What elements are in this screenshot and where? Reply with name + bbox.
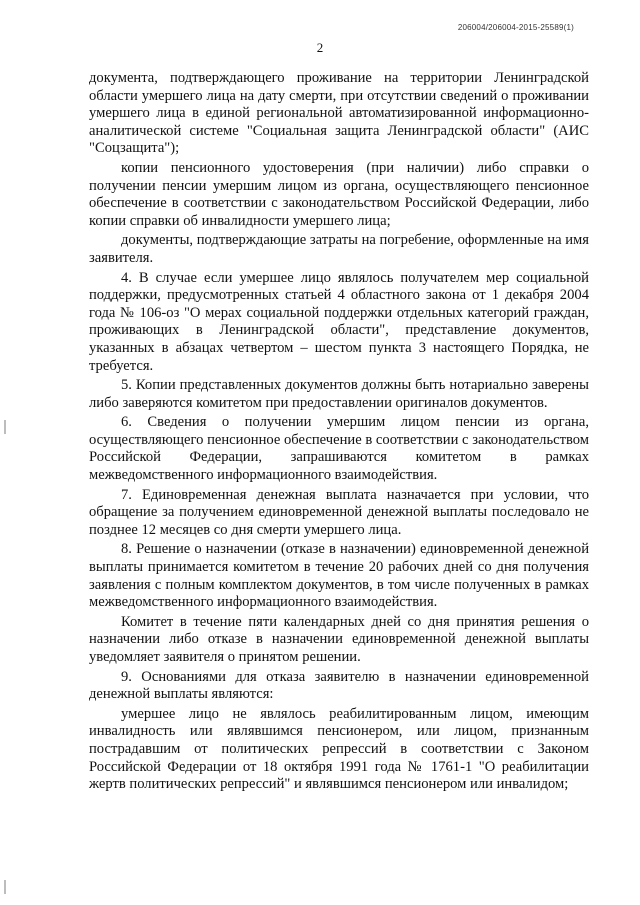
paragraph-burial-costs: документы, подтверждающие затраты на погребение, оформленные на имя заявителя. [89,232,589,266]
scan-edge-mark [4,880,6,894]
document-body [89,70,589,796]
paragraph-item-9: 9. Основаниями для отказа заявителю в назначении единовременной денежной выплаты являются: [89,668,589,703]
paragraph-item-5: 5. Копии представленных документов должны быть нотариально заверены либо заверяются комитетом при предоставлении оригиналов документов. [89,377,589,411]
page-number: 2 [316,40,324,55]
paragraph-item-7: 7. Единовременная денежная выплата назначается при условии, что обращение за получением единовременной денежной выплаты последовало не позднее 12 месяцев со дня смерти умершего лица. [89,486,589,538]
paragraph-refusal-grounds: умершее лицо не являлось реабилитированным лицом, имеющим инвалидность или являвшимся пенсионером, или лицом, признанным пострадавшим от политических репрессий в соответствии с Законом Российской Федерации от 18 октября 1991 года № 1761-1 "О реабилитации жертв политических репрессий" и являвшимся пенсионером или инвалидом; [89,705,589,793]
document-id: 206004/206004-2015-25589(1) [457,23,574,32]
paragraph-documents-residence: документа, подтверждающего проживание на территории Ленинградской области умершего лица на дату смерти, при отсутствии сведений о проживании умершего лица в единой региональной автоматизированной информационно-аналитической системе "Социальная защита Ленинградской области" (АИС "Соцзащита"); [89,70,589,157]
paragraph-committee-notice: Комитет в течение пяти календарных дней со дня принятия решения о назначении либо отказе в назначении единовременной денежной выплаты уведомляет заявителя о принятом решении. [89,613,589,665]
paragraph-pension-certificate: копии пенсионного удостоверения (при наличии) либо справки о получении пенсии умершим лицом из органа, осуществляющего пенсионное обеспечение в соответствии с законодательством Российской Федерации, либо копии справки об инвалидности умершего лица; [89,159,589,229]
scan-edge-mark [4,420,6,434]
paragraph-item-4: 4. В случае если умершее лицо являлось получателем мер социальной поддержки, предусмотренных статьей 4 областного закона от 1 декабря 2004 года № 106-оз "О мерах социальной поддержки отдельных категорий граждан, проживающих в Ленинградской области", представление документов, указанных в абзацах четвертом – шестом пункта 3 настоящего Порядка, не требуется. [89,269,589,374]
paragraph-item-6: 6. Сведения о получении умершим лицом пенсии из органа, осуществляющего пенсионное обеспечение в соответствии с законодательством Российской Федерации, запрашиваются комитетом в рамках межведомственного информационного взаимодействия. [89,414,589,484]
paragraph-item-8: 8. Решение о назначении (отказе в назначении) единовременной денежной выплаты принимается комитетом в течение 20 рабочих дней со дня получения заявления с полным комплектом документов, в том числе полученных в рамках межведомственного информационного взаимодействия. [89,541,589,611]
